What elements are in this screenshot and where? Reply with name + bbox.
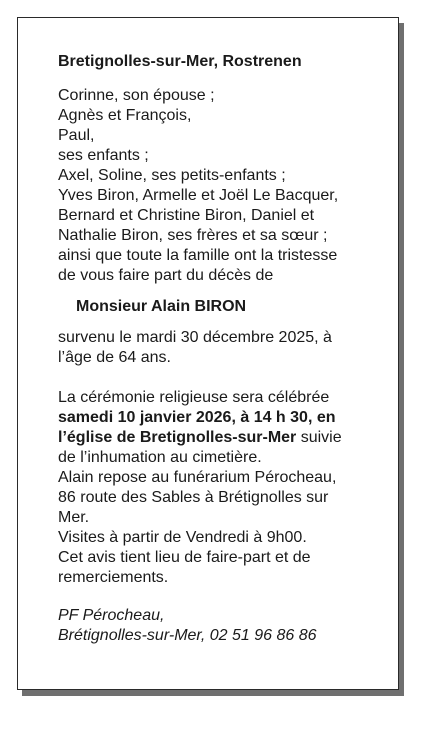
family-line: Yves Biron, Armelle et Joël Le Bacquer, [58,187,339,204]
family-block [58,86,380,286]
family-line: Agnès et François, [58,107,192,124]
paragraph-gap [58,368,380,388]
ceremony-line: La cérémonie religieuse sera célébrée [58,389,330,406]
info-line: Visites à partir de Vendredi à 9h00. [58,529,307,546]
info-line: 86 route des Sables à Brétignolles sur [58,489,329,506]
funeral-home-contact: Brétignolles-sur-Mer, 02 51 96 86 86 [58,627,317,644]
family-line: Nathalie Biron, ses frères et sa sœur ; [58,227,328,244]
family-line: ainsi que toute la famille ont la tristesse [58,247,338,264]
ceremony-date-line: samedi 10 janvier 2026, à 14 h 30, en [58,409,336,426]
info-line: Mer. [58,509,90,526]
ceremony-location-line [58,428,380,448]
funeral-home-name: PF Pérocheau, [58,607,165,624]
family-line: Bernard et Christine Biron, Daniel et [58,207,315,224]
family-line: Corinne, son épouse ; [58,87,215,104]
family-line: Axel, Soline, ses petits-enfants ; [58,167,286,184]
death-block [58,328,380,368]
notice-heading: Bretignolles-sur-Mer, Rostrenen [58,53,302,70]
family-line: ses enfants ; [58,147,149,164]
death-line: survenu le mardi 30 décembre 2025, à [58,329,332,346]
info-line: Alain repose au funérarium Pérocheau, [58,469,337,486]
deceased-name: Monsieur Alain BIRON [76,298,247,315]
ceremony-location-rest: suivie [296,429,342,446]
death-line: l’âge de 64 ans. [58,349,171,366]
info-line: Cet avis tient lieu de faire-part et de [58,549,311,566]
ceremony-line: de l’inhumation au cimetière. [58,449,262,466]
family-line: de vous faire part du décès de [58,267,274,284]
info-block [58,468,380,588]
funeral-home-signature [58,606,380,646]
ceremony-location: l’église de Bretignolles-sur-Mer [58,429,297,446]
family-line: Paul, [58,127,95,144]
ceremony-block [58,388,380,468]
obituary-notice [17,17,399,690]
info-line: remerciements. [58,569,169,586]
